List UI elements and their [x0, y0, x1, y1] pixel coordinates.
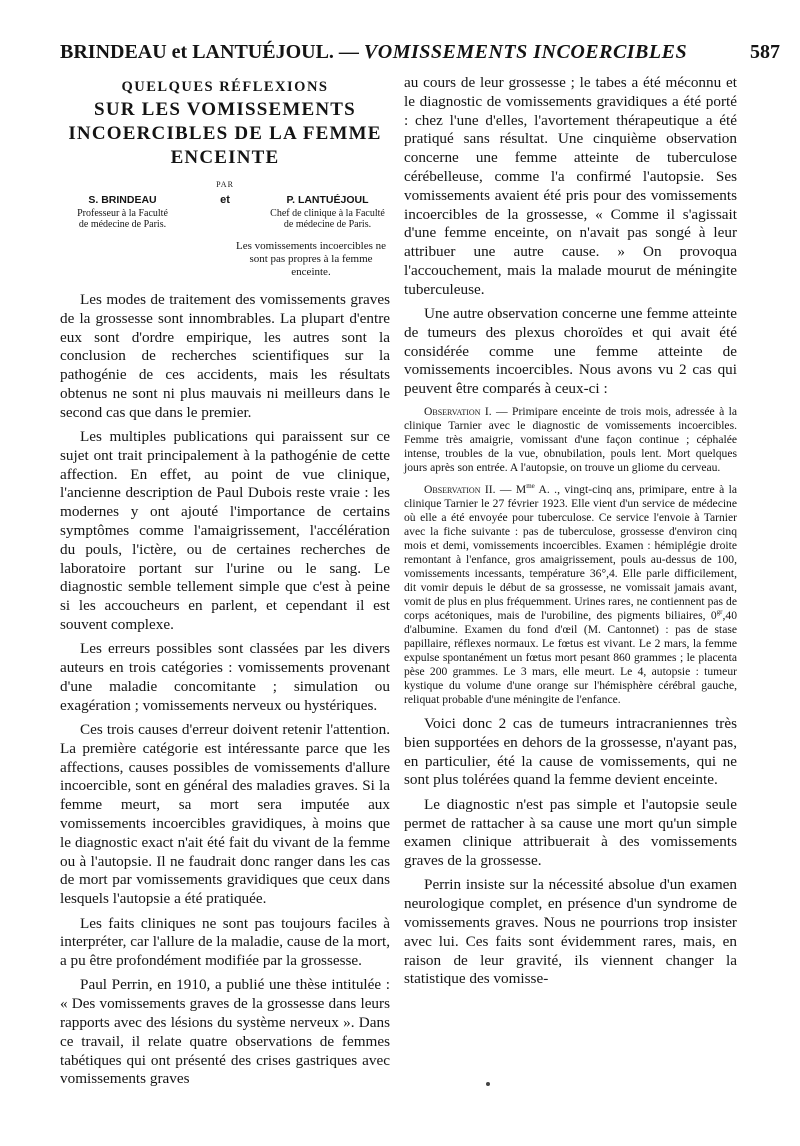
article-title-line: SUR LES VOMISSEMENTS [94, 99, 356, 120]
body-paragraph: Les modes de traitement des vomissements graves de la grossesse sont innombrables. La plupart d'entre eux sont d'ordre empirique, les autres sont la conclusion de recherches scientifiques sur la pathogénie de ces accidents, mais les résultats obtenus ne sont ni plus mauvais ni meilleurs dans le second cas que dans le premier. [60, 291, 390, 421]
body-paragraph: Paul Perrin, en 1910, a publié une thèse intitulée : « Des vomissements graves de la grossesse dans leurs rapports avec des lésions du système nerveux ». Dans ce travail, il relate quatre observations de femmes tabétiques qui ont présenté des crises gastriques avec vomissements graves [60, 976, 390, 1088]
observation-2 [404, 483, 737, 707]
author-role: Chef de clinique à la Faculté [270, 208, 385, 219]
author-block [265, 195, 390, 230]
author-role: Professeur à la Faculté [77, 208, 168, 219]
observation-1 [404, 405, 737, 475]
body-paragraph: Une autre observation concerne une femme atteinte de tumeurs des plexus choroïdes et qui avait été considérée comme une femme atteinte de vomissements incoercibles. Nous avons vu 2 cas qui peuvent être comparés à ceux-ci : [404, 305, 737, 398]
observation-text: ,40 d'albumine. Examen du fond d'œil (M. Cantonnet) : pas de stase papillaire, réflexes normaux. Le fœtus est vivant. Le 2 mars, la femme expulse spontanément un fœtus mort pesant 860 grammes ; le placenta pèse 200 grammes. Le 3 mars, elle meurt. Le 4, autopsie : tumeur kystique du volume d'une orange sur l'hémisphère cérébral gauche, reliquat probable d'une méningite de l'enfance. [404, 609, 737, 707]
page-number: 587 [750, 41, 780, 63]
author-conjunction: et [220, 194, 230, 206]
author-name: S. BRINDEAU [88, 194, 157, 206]
running-head-title: VOMISSEMENTS INCOERCIBLES [363, 41, 688, 63]
body-paragraph: Voici donc 2 cas de tumeurs intracraniennes très bien supportées en dehors de la grossesse, n'ayant pas, en particulier, été la cause de vomissements, qui ne sont plus tolérées quand la femme devient enceinte. [404, 715, 737, 789]
body-paragraph: Les erreurs possibles sont classées par les divers auteurs en trois catégories : vomissements provenant d'une maladie concomitante ; simulation ou exagération ; vomissements nerveux ou hystériques. [60, 640, 390, 714]
running-head-authors: BRINDEAU et LANTUÉJOUL. — [60, 41, 359, 63]
observation-label: Observation I. [424, 405, 492, 419]
epigraph: Les vomissements incoercibles ne sont pas propres à la femme enceinte. [236, 240, 386, 278]
article-title [60, 98, 390, 170]
body-paragraph: Ces trois causes d'erreur doivent retenir l'attention. La première catégorie est intéressante parce que les affections, causes possibles de vomissements d'allure incoercible, sont en général des maladies graves. Si la femme meurt, sa mort sera imputée aux vomissements incoercibles gravidiques, à moins que le diagnostic exact n'ait été fait du vivant de la femme ou à l'autopsie. Il ne faudrait donc ranger dans les cas de mort par vomissements gravidiques que ceux dans lesquels l'autopsie a été pratiquée. [60, 721, 390, 908]
right-column [404, 74, 737, 995]
body-paragraph: Perrin insiste sur la nécessité absolue d'un examen neurologique complet, en présence d'un syndrome de vomissements graves. Nous ne pourrions trop insister avec lui. Ces faits sont évidemment rares, mais, en raison de leur gravité, ils viennent changer la statistique des vomisse- [404, 876, 737, 988]
article-kicker: QUELQUES RÉFLEXIONS [121, 79, 329, 95]
author-name: P. LANTUÉJOUL [286, 194, 369, 206]
byline-par: PAR [216, 180, 234, 189]
author-role: de médecine de Paris. [283, 219, 372, 230]
superscript: me [526, 482, 535, 491]
author-row [60, 195, 390, 230]
body-paragraph: Les faits cliniques ne sont pas toujours faciles à interpréter, car l'allure de la maladie, cause de la mort, a pu être profondément modifiée par la grossesse. [60, 914, 390, 970]
page-mark [486, 1082, 490, 1086]
observation-text: — M [495, 483, 527, 497]
observation-text: A. ., vingt-cinq ans, primipare, entre à la clinique Tarnier le 27 février 1923. Elle vient d'un service de médecine où elle a été envoyée pour tuberculose. Ce service l'envoie à Tarnier avec la fiche suivante : pas de tuberculose, grossesse d'environ cinq mois et demi, vomissements incoercibles. Examen : hémiplégie droite remontant à l'enfance, gros amaigrissement, pouls au-dessus de 100, vomissements incessants, température 36°,4. Elle parle difficilement, dit vomir depuis le début de sa grossesse, ne vomissait jamais avant, vomit de plus en plus fréquemment. Urines rares, ne contiennent pas de corps acétoniques, mais de l'urobiline, des pigments biliaires, 0 [404, 483, 737, 623]
article-title-line: INCOERCIBLES DE LA FEMME [68, 123, 382, 144]
observation-label: Observation II. [424, 483, 496, 497]
article-title-line: ENCEINTE [170, 147, 280, 168]
author-role: de médecine de Paris. [78, 219, 167, 230]
superscript: gr [716, 608, 723, 617]
running-head [60, 40, 780, 64]
observation-text: — Primipare enceinte de trois mois, adressée à la clinique Tarnier avec le diagnostic de vomissements incoercibles. Femme très amaigrie, vomissant d'une façon continue ; céphalée intense, troubles de la vue, obnubilation, pouls lent. Mort quelques jours après son entrée. A l'autopsie, on trouve un gliome du cerveau. [404, 405, 738, 475]
body-paragraph: au cours de leur grossesse ; le tabes a été méconnu et le diagnostic de vomissements gravidiques a été porté : chez l'une d'elles, l'avortement thérapeutique a été pratiqué sans résultat. Une cinquième observation concerne une femme atteinte de tuberculose cérébelleuse, comme l'a confirmé l'autopsie. Ses vomissements avaient été pris pour des vomissements incoercibles de la grossesse, « Comme il s'agissait d'une femme enceinte, on n'avait pas songé à leur attribuer une autre cause. » On provoqua l'accouchement, mais la malade mourut de méningite tuberculeuse. [404, 74, 737, 298]
left-column [60, 74, 390, 1095]
author-block [60, 195, 185, 230]
body-paragraph: Les multiples publications qui paraissent sur ce sujet ont trait principalement à la pathogénie de cette affection. En effet, au point de vue clinique, l'ancienne description de Paul Dubois reste vraie : les modernes y ont ajouté l'importance de certains symptômes comme l'amaigrissement, l'accélération du pouls, l'ictère, ou de certaines recherches de laboratoire portant sur l'urine ou le sang. Le diagnostic semble tellement simple que c'est à peine si les accoucheurs en parlent, et cependant il est souvent complexe. [60, 428, 390, 634]
body-paragraph: Le diagnostic n'est pas simple et l'autopsie seule permet de rattacher à sa cause une mort qu'un simple examen clinique attribuerait à des vomissements graves de la grossesse. [404, 795, 737, 870]
